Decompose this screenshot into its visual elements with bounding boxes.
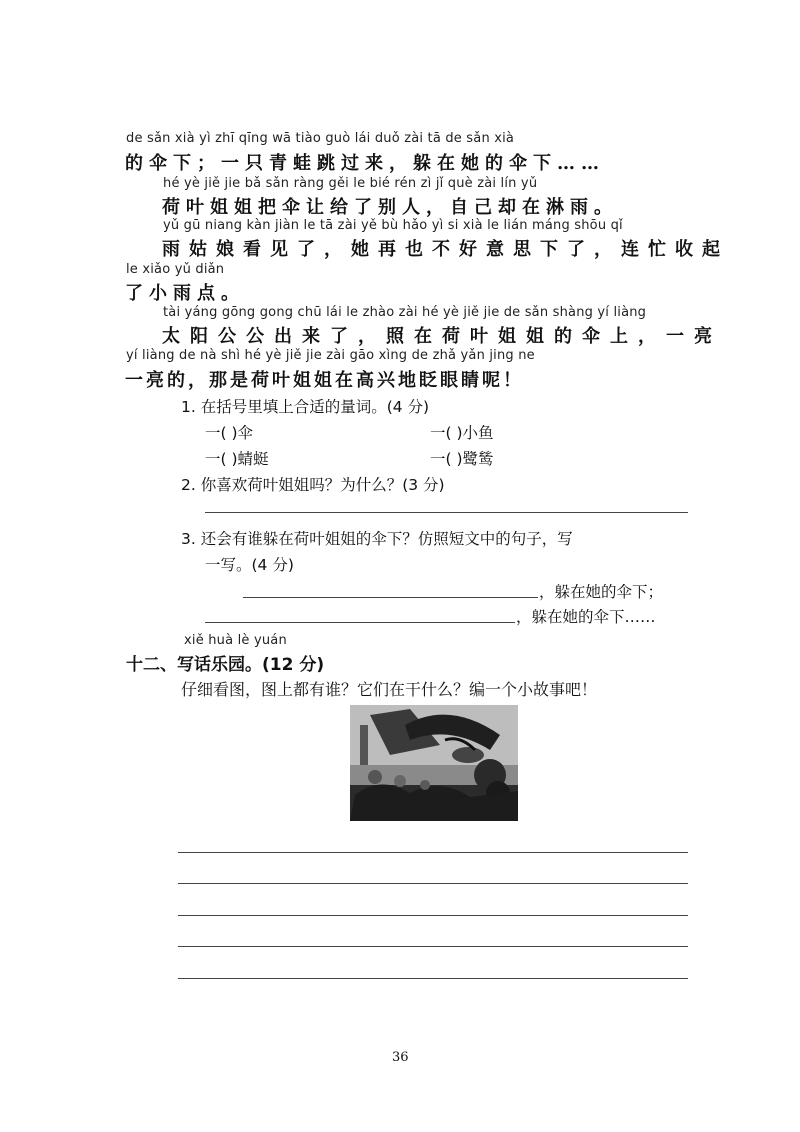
passage-line-1: 的伞下；一只青蛙跳过来，躲在她的伞下……: [125, 153, 605, 174]
pinyin-line-3: yǔ gū niang kàn jiàn le tā zài yě bù hǎo yì si xià le lián máng shōu qǐ: [163, 218, 623, 233]
section-12-pinyin: xiě huà lè yuán: [184, 633, 287, 648]
pinyin-line-1: de sǎn xià yì zhī qīng wā tiào guò lái duǒ zài tā de sǎn xià: [126, 131, 515, 146]
q1-blank-dragonfly[interactable]: 一( )蜻蜓: [205, 450, 269, 468]
q3-answer-line-2[interactable]: [205, 622, 515, 623]
question-3-line-1: 3. 还会有谁躲在荷叶姐姐的伞下？仿照短文中的句子，写: [181, 530, 573, 548]
writing-line-3[interactable]: [178, 915, 688, 916]
pinyin-line-5: tài yáng gōng gong chū lái le zhào zài hé yè jiě jie de sǎn shàng yí liàng: [163, 305, 647, 320]
section-12-prompt: 仔细看图，图上都有谁？它们在干什么？编一个小故事吧！: [181, 680, 598, 699]
question-2: 2. 你喜欢荷叶姐姐吗？为什么？(3 分): [181, 476, 445, 494]
question-1: 1. 在括号里填上合适的量词。(4 分): [181, 398, 430, 416]
page-number: 36: [392, 1050, 409, 1065]
passage-line-5: 太阳公公出来了，照在荷叶姐姐的伞上，一亮: [162, 326, 722, 347]
story-illustration: [350, 705, 518, 821]
writing-line-4[interactable]: [178, 946, 688, 947]
q3-suffix-2: ，躲在她的伞下……: [516, 608, 656, 626]
q3-suffix-1: ，躲在她的伞下；: [539, 583, 664, 601]
pinyin-line-6: yí liàng de nà shì hé yè jiě jie zài gāo xìng de zhǎ yǎn jing ne: [126, 348, 535, 363]
passage-line-4: 了小雨点。: [125, 283, 245, 304]
passage-line-3: 雨姑娘看见了，她再也不好意思下了，连忙收起: [162, 239, 729, 260]
section-12-title: 十二、写话乐园。(12 分): [126, 655, 325, 675]
pinyin-line-4: le xiǎo yǔ diǎn: [126, 262, 225, 277]
q3-answer-line-1[interactable]: [243, 597, 538, 598]
writing-line-2[interactable]: [178, 883, 688, 884]
q2-answer-line[interactable]: [205, 512, 688, 513]
writing-line-5[interactable]: [178, 978, 688, 979]
question-3-line-2: 一写。(4 分): [205, 556, 294, 574]
passage-line-6: 一亮的，那是荷叶姐姐在高兴地眨眼睛呢！: [125, 370, 524, 391]
q1-blank-egret[interactable]: 一( )鹭鸶: [430, 450, 494, 468]
pinyin-line-2: hé yè jiě jie bǎ sǎn ràng gěi le bié rén zì jǐ què zài lín yǔ: [163, 176, 538, 191]
q1-blank-umbrella[interactable]: 一( )伞: [205, 424, 254, 442]
q1-blank-fish[interactable]: 一( )小鱼: [430, 424, 494, 442]
writing-line-1[interactable]: [178, 852, 688, 853]
passage-line-2: 荷叶姐姐把伞让给了别人，自己却在淋雨。: [162, 197, 618, 218]
